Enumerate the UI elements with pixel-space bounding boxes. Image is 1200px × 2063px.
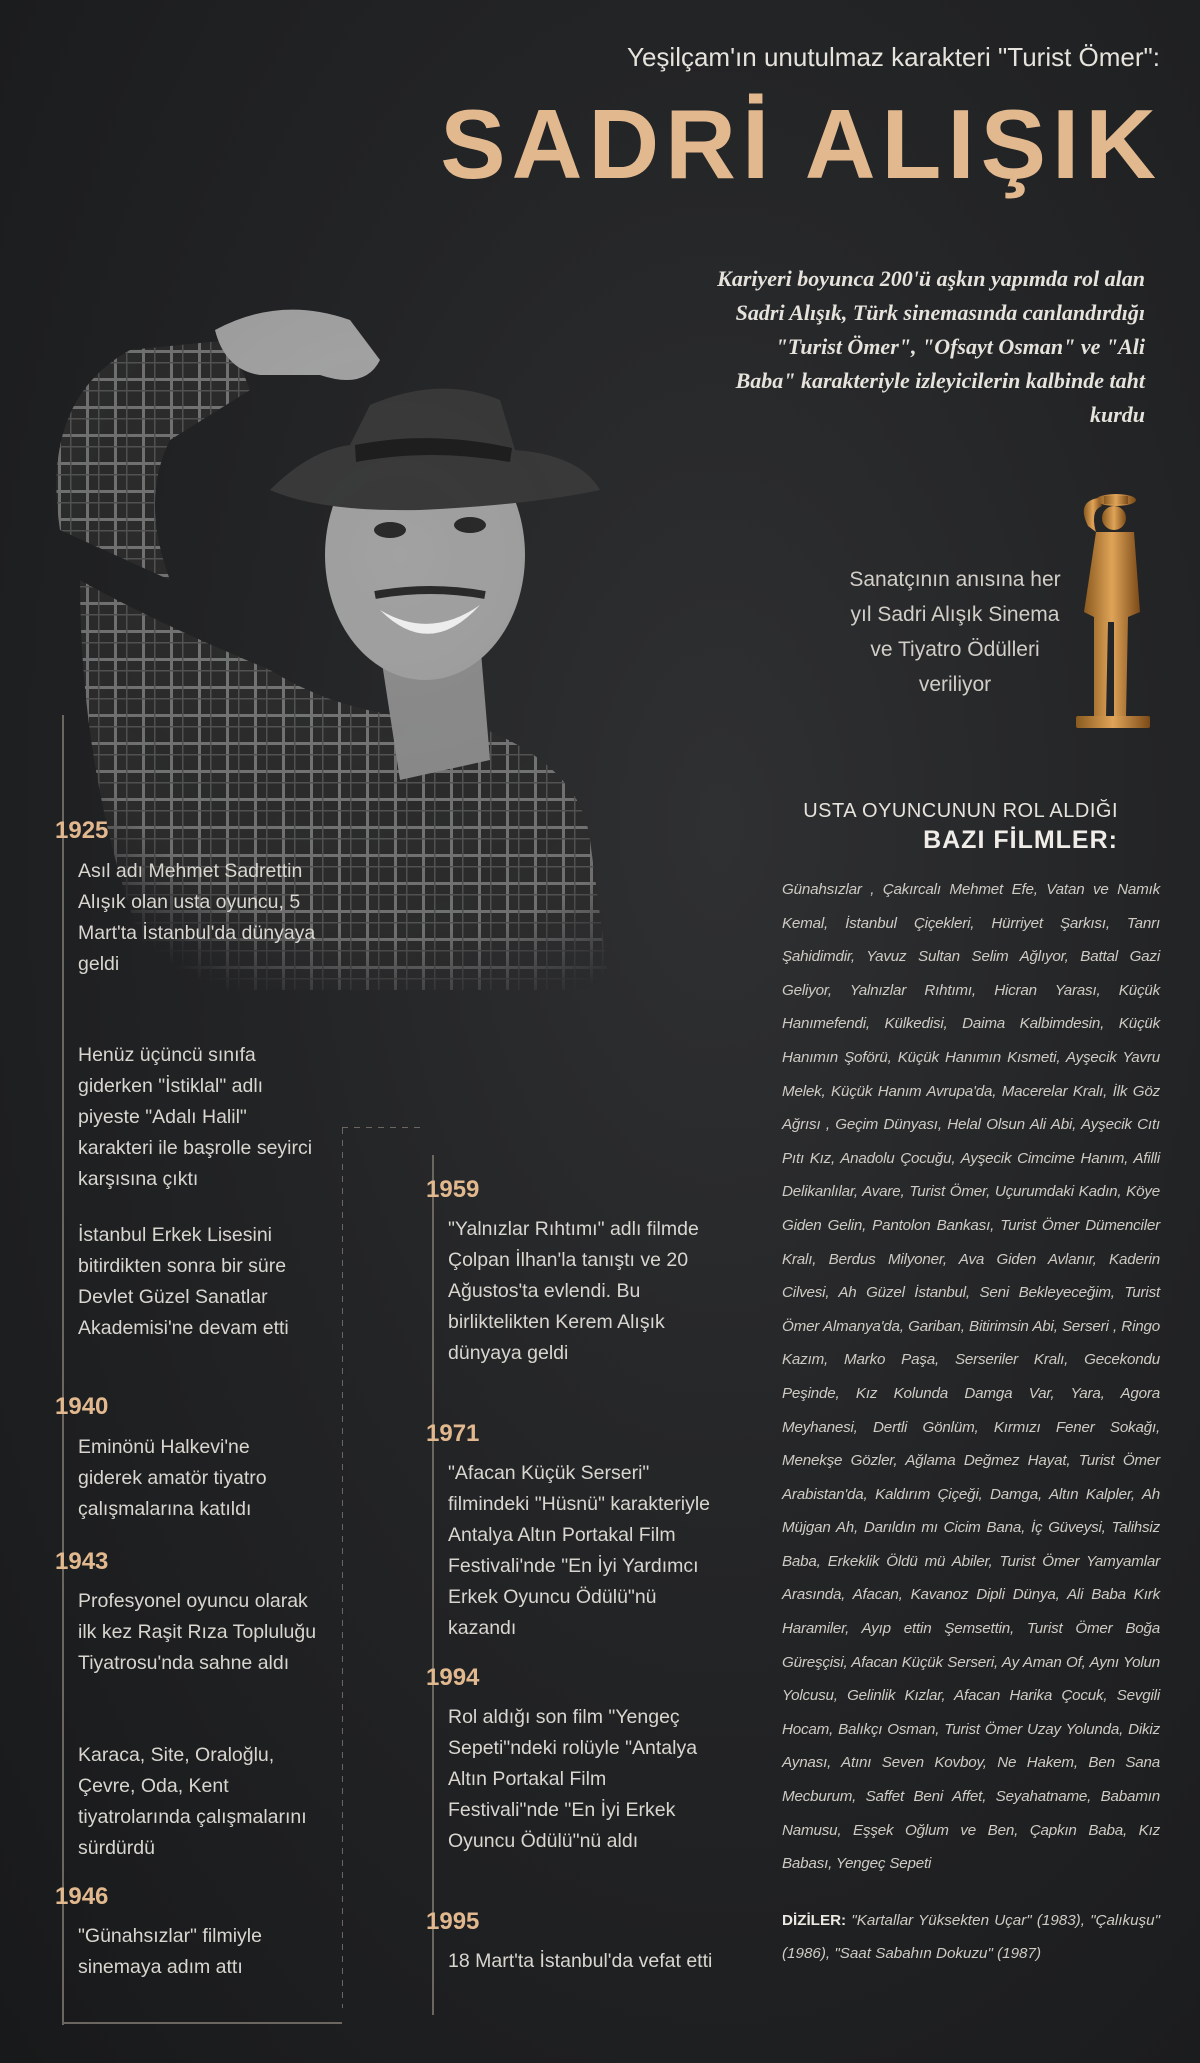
series-label: DİZİLER: <box>782 1912 847 1929</box>
year-1995: 1995 <box>426 1908 480 1935</box>
event-1971: "Afacan Küçük Serseri" filmindeki "Hüsnü" karakteriyle Antalya Altın Portakal Film Festivali'nde "En İyi Yardımcı Erkek Oyuncu Ödülü"nü kazandı <box>448 1462 711 1639</box>
event-1925-education: İstanbul Erkek Lisesini bitirdikten sonra bir süre Devlet Güzel Sanatlar Akademisi'ne devam etti <box>78 1224 289 1339</box>
event-1946: "Günahsızlar" filmiyle sinemaya adım attı <box>78 1925 262 1978</box>
event-1925-stage-debut: Henüz üçüncü sınıfa giderken "İstiklal" adlı piyeste "Adalı Halil" karakteri ile başrolle seyirci karşısına çıktı <box>78 1044 313 1190</box>
page-subtitle: Yeşilçam'ın unutulmaz karakteri "Turist Ömer": <box>627 42 1160 72</box>
timeline-connector-bottom <box>62 2022 342 2024</box>
timeline-connector <box>342 1128 343 2008</box>
series-list <box>782 1904 1160 1970</box>
award-statue-icon <box>1068 492 1154 732</box>
timeline-connector-top <box>342 1127 424 1128</box>
page-title: SADRİ ALIŞIK <box>440 89 1162 199</box>
event-1940: Eminönü Halkevi'ne giderek amatör tiyatro çalışmalarına katıldı <box>78 1436 267 1520</box>
year-1940: 1940 <box>55 1393 109 1420</box>
intro-text: Kariyeri boyunca 200'ü aşkın yapımda rol alan Sadri Alışık, Türk sinemasında canlandırdığı "Turist Ömer", "Ofsayt Osman" ve "Ali Baba" karakteriyle izleyicilerin kalbinde taht kurdu <box>717 266 1145 427</box>
timeline-line-main <box>62 715 64 2025</box>
year-1994: 1994 <box>426 1664 480 1691</box>
event-1943-professional: Profesyonel oyuncu olarak ilk kez Raşit Rıza Topluluğu Tiyatrosu'nda sahne aldı <box>78 1590 317 1674</box>
year-1943: 1943 <box>55 1548 109 1575</box>
series-text: "Kartallar Yüksekten Uçar" (1983), "Çalıkuşu" (1986), "Saat Sabahın Dokuzu" (1987) <box>782 1912 1160 1962</box>
event-1943-theatres: Karaca, Site, Oraloğlu, Çevre, Oda, Kent tiyatrolarında çalışmalarını sürdürdü <box>78 1744 307 1859</box>
event-1959: "Yalnızlar Rıhtımı" adlı filmde Çolpan İlhan'la tanıştı ve 20 Ağustos'ta evlendi. Bu birliktelikten Kerem Alışık dünyaya geldi <box>448 1218 699 1364</box>
event-1925-birth: Asıl adı Mehmet Sadrettin Alışık olan usta oyuncu, 5 Mart'ta İstanbul'da dünyaya geldi <box>78 860 316 975</box>
award-text: Sanatçının anısına her yıl Sadri Alışık Sinema ve Tiyatro Ödülleri veriliyor <box>849 568 1061 696</box>
films-list: Günahsızlar , Çakırcalı Mehmet Efe, Vatan ve Namık Kemal, İstanbul Çiçekleri, Hürriyet Şarkısı, Tanrı Şahidimdir, Yavuz Sultan Selim Ağlıyor, Battal Gazi Geliyor, Yalnızlar Rıhtımı, Hicran Yarası, Küçük Hanımefendi, Külkedisi, Daima Kalbimdesin, Küçük Hanımın Şoförü, Küçük Hanımın Kısmeti, Ayşecik Yavru Melek, Küçük Hanım Avrupa'da, Macerelar Kralı, İlk Göz Ağrısı , Geçim Dünyası, Helal Olsun Ali Abi, Ayşecik Cıtı Pıtı Kız, Anadolu Çocuğu, Ayşecik Cimcime Hanım, Afilli Delikanlılar, Avare, Turist Ömer, Uçurumdaki Kadın, Köye Giden Gelin, Pantolon Bankası, Turist Ömer Dümenciler Kralı, Berdus Milyoner, Ava Giden Avlanır, Kaderin Cilvesi, Ah Güzel İstanbul, Seni Bekleyeceğim, Turist Ömer Almanya'da, Gariban, Bitirimsin Abi, Serseri , Ringo Kazım, Marko Paşa, Serseriler Kralı, Gecekondu Peşinde, Kız Kolunda Damga Var, Yara, Agora Meyhanesi, Dertli Gönlüm, Kırmızı Fener Sokağı, Menekşe Gözler, Ağlama Değmez Hayat, Turist Ömer Arabistan'da, Kaldırım Çiçeği, Damga, Altın Kalpler, Ah Müjgan Ah, Darıldın mı Cicim Bana, İç Güveysi, Talihsiz Baba, Erkeklik Öldü mü Abiler, Turist Ömer Yamyamlar Arasında, Afacan, Kavanoz Dipli Dünya, Ali Baba Kırk Haramiler, Ayıp ettin Şemsettin, Turist Ömer Boğa Güreşçisi, Afacan Küçük Serseri, Ay Aman Of, Aynı Yolun Yolcusu, Gelinlik Kızlar, Afacan Harika Çocuk, Sevgili Hocam, Balıkçı Osman, Turist Ömer Uzay Yolunda, Dikiz Aynası, Atını Seven Kovboy, Ne Hakem, Ben Sana Mecburum, Saffet Beni Affet, Seyahatname, Babamın Namusu, Eşşek Oğlum ve Ben, Çapkın Baba, Kız Babası, Yengeç Sepeti <box>782 881 1160 1873</box>
event-1994: Rol aldığı son film "Yengeç Sepeti"ndeki rolüyle "Antalya Altın Portakal Film Festivali"nde "En İyi Erkek Oyuncu Ödülü"nü aldı <box>448 1706 698 1852</box>
films-subheading: BAZI FİLMLER: <box>923 826 1118 854</box>
year-1971: 1971 <box>426 1420 480 1447</box>
timeline-line-second <box>432 1155 434 2015</box>
year-1959: 1959 <box>426 1176 480 1203</box>
event-1995: 18 Mart'ta İstanbul'da vefat etti <box>448 1950 713 1972</box>
films-heading: USTA OYUNCUNUN ROL ALDIĞI <box>803 800 1118 822</box>
year-1946: 1946 <box>55 1883 109 1910</box>
year-1925: 1925 <box>55 817 109 844</box>
